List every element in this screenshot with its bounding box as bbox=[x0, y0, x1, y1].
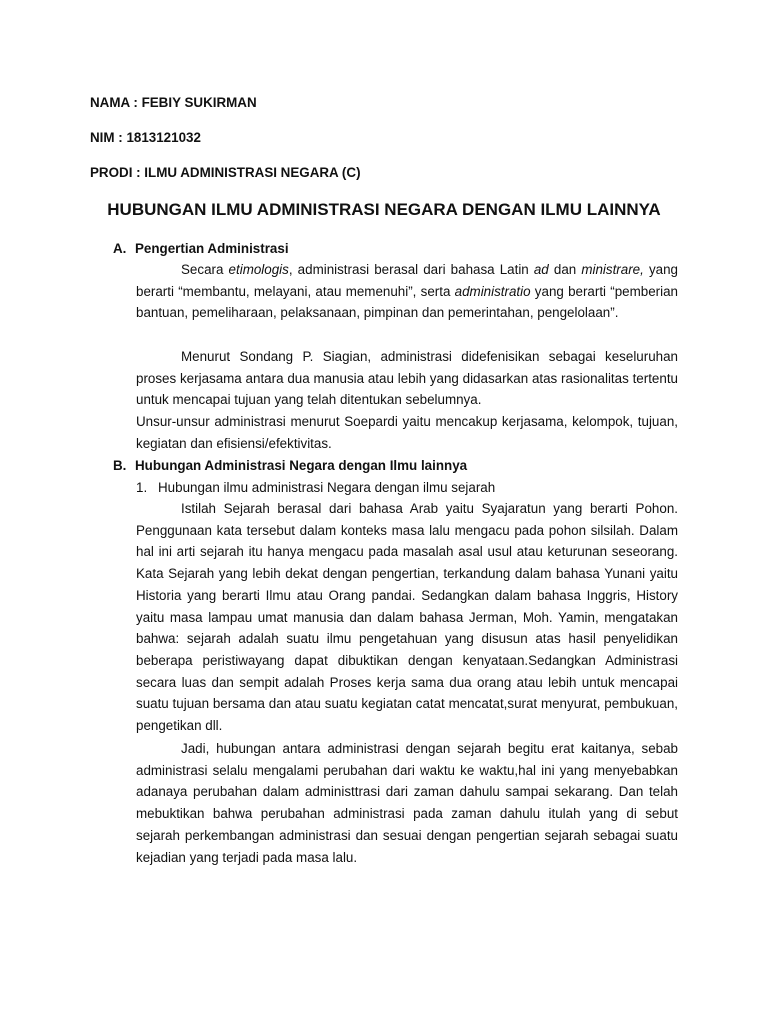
section-b-paragraph-2: Jadi, hubungan antara administrasi dengan sejarah begitu erat kaitanya, sebab administrasi selalu mengalami perubahan dari waktu ke waktu,hal ini yang menyebabkan adanaya perubahan dalam administtrasi dari zaman dahulu sampai sekarang. Dan telah mebuktikan bahwa perubahan administrasi pada zaman dahulu itulah yang di sebut sejarah perkembangan administrasi dan sesuai dengan pengertian sejarah sebagai suatu kejadian yang terjadi pada masa lalu. bbox=[136, 741, 678, 865]
section-b-paragraph-1: Istilah Sejarah berasal dari bahasa Arab yaitu Syajaratun yang berarti Pohon. Penggunaan kata tersebut dalam konteks masa lalu mengacu pada pohon silsilah. Dalam hal ini arti sejarah itu hanya mengacu pada masalah asal usul atau keturunan seseorang. Kata Sejarah yang lebih dekat dengan pengertian, terkandung dalam bahasa Yunani yaitu Historia yang berarti Ilmu atau Orang pandai. Sedangkan dalam bahasa Inggris, History yaitu masa lampau umat manusia dan dalam bahasa Jerman, Moh. Yamin, mengatakan bahwa: sejarah adalah suatu ilmu pengetahuan yang disusun atas hasil penyelidikan beberapa peristiwayang dapat dibuktikan dengan kenyataan.Sedangkan Administrasi secara luas dan sempit adalah Proses kerja sama dua orang atau lebih untuk mencapai suatu tujuan bersama dan atau suatu kegiatan catat mencatat,surat menyurat, pembukuan, pengetikan dll. bbox=[136, 501, 678, 734]
text-run: yang berarti “membantu, melayani, atau memenuhi”, serta bbox=[136, 262, 678, 299]
text-run: Secara bbox=[181, 262, 229, 277]
student-nim: NIM : 1813121032 bbox=[90, 130, 201, 145]
section-a-paragraph-1 bbox=[136, 259, 678, 324]
section-b-title: Hubungan Administrasi Negara dengan Ilmu lainnya bbox=[135, 458, 468, 473]
section-b-heading bbox=[113, 458, 467, 473]
section-a-marker: A. bbox=[113, 241, 127, 256]
italic-term: administratio bbox=[454, 283, 531, 299]
student-name: NAMA : FEBIY SUKIRMAN bbox=[90, 95, 257, 110]
italic-term: etimologis bbox=[228, 262, 289, 277]
text-run: , administrasi berasal dari bahasa Latin bbox=[288, 262, 534, 277]
subsection-1-title: Hubungan ilmu administrasi Negara dengan ilmu sejarah bbox=[158, 480, 496, 495]
subsection-1-marker: 1. bbox=[136, 480, 148, 495]
section-a-paragraph-3: Unsur-unsur administrasi menurut Soepardi yaitu mencakup kerjasama, kelompok, tujuan, kegiatan dan efisiensi/efektivitas. bbox=[136, 414, 678, 451]
section-a-heading bbox=[113, 241, 289, 256]
section-b-marker: B. bbox=[113, 458, 127, 473]
subsection-1-heading bbox=[136, 480, 495, 495]
section-a-paragraph-2: Menurut Sondang P. Siagian, administrasi didefenisikan sebagai keseluruhan proses kerjasama antara dua manusia atau lebih yang didasarkan atas rasionalitas tertentu untuk mencapai tujuan yang telah ditentukan sebelumnya. bbox=[136, 349, 678, 408]
student-prodi: PRODI : ILMU ADMINISTRASI NEGARA (C) bbox=[90, 165, 361, 180]
text-run: dan bbox=[548, 262, 582, 277]
text-run: yang berarti “pemberian bantuan, pemeliharaan, pelaksanaan, pimpinan dan pemerintahan, pengelolaan”. bbox=[136, 283, 678, 321]
document-title: HUBUNGAN ILMU ADMINISTRASI NEGARA DENGAN ILMU LAINNYA bbox=[107, 200, 661, 219]
section-a-title: Pengertian Administrasi bbox=[135, 241, 289, 256]
italic-term: ministrare, bbox=[581, 262, 644, 277]
italic-term: ad bbox=[533, 262, 549, 277]
